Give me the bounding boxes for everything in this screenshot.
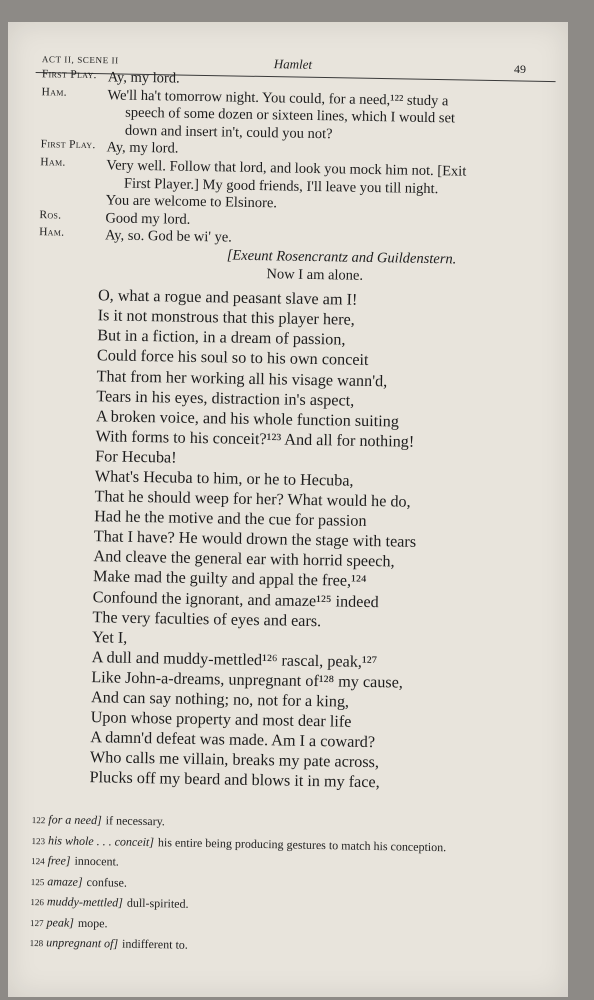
page-number: 49 [514,62,526,76]
verse-text: That he should weep for her? What would he do, [94,487,411,511]
speech-text: Ay, my lord. [106,139,179,157]
verse-text: Could force his soul so to his own conceit [96,346,369,370]
verse-text: A dull and muddy-mettled¹²⁶ rascal, peak,¹²⁷ [91,647,378,671]
play-title: Hamlet [273,56,313,72]
verse-text: A damn'd defeat was made. Am I a coward? [90,728,376,752]
speech-text: Good my lord. [105,210,191,228]
speaker-name: Ros. [39,208,62,222]
verse-text: And can say nothing; no, not for a king, [90,688,350,711]
footnote-gloss: dull-spirited. [126,895,189,911]
speech-text: Ay, so. God be wi' ye. [104,227,233,246]
footnote-term: for a need] [48,812,102,828]
stage-direction: [Exeunt Rosencrantz and Guildenstern. [226,247,457,268]
verse-text: That I have? He would drown the stage with tears [93,527,417,552]
speech-text: down and insert in't, could you not? [124,122,333,143]
footnote-num: 124 [31,855,45,867]
act-scene-label: ACT II, SCENE II [41,54,119,66]
verse-text: A broken voice, and his whole function suiting [95,406,400,431]
footnote-gloss: if necessary. [105,813,166,829]
verse-text: Make mad the guilty and appal the free,¹²⁴ [92,567,367,591]
speech-text: We'll ha't tomorrow night. You could, for a need,¹²² study a [107,86,449,109]
footnote-num: 122 [31,814,46,826]
speaker-name: Ham. [41,85,67,99]
page-corner [520,0,594,22]
verse-text: Like John-a-dreams, unpregnant of¹²⁸ my cause, [91,668,404,692]
verse-text: Plucks off my beard and blows it in my face, [89,768,380,792]
verse-text: The very faculties of eyes and ears. [92,607,322,630]
verse-text: With forms to his conceit?¹²³ And all for nothing! [95,426,415,451]
soliloquy-verse [17,285,566,797]
footnote-gloss: mope. [77,915,108,930]
verse-text: Had he the motive and the cue for passion [94,507,367,531]
footnote-gloss: innocent. [74,853,119,869]
speech-text: speech of some dozen or sixteen lines, which I would set [125,104,456,127]
play-text [17,68,568,797]
verse-text: O, what a rogue and peasant slave am I! [97,286,358,309]
footnote-num: 127 [29,917,44,928]
footnotes [29,812,568,965]
verse-text: For Hecuba! [95,447,177,467]
verse-text: Tears in his eyes, distraction in's aspect, [96,386,355,410]
footnote-num: 125 [30,876,45,887]
verse-text: Is it not monstrous that this player here, [97,306,355,329]
footnote-gloss: his entire being producing gestures to match his conception. [157,834,447,854]
footnote-term: unpregnant of] [46,935,119,951]
verse-text: Confound the ignorant, and amaze¹²⁵ indeed [92,587,379,611]
verse-text: That from her working all his visage wann'd, [96,366,388,390]
speech-text: Now I am alone. [266,265,364,284]
footnote-term: free] [47,853,71,868]
speaker-name: First Play. [40,138,96,152]
verse-text: But in a fiction, in a dream of passion, [97,326,346,349]
footnote-gloss: indifferent to. [121,936,188,952]
footnote-num: 123 [31,835,46,846]
footnote-term: amaze] [47,873,83,889]
speaker-name: Ham. [39,226,65,239]
footnote-num: 126 [30,896,45,908]
speech-text: First Player.] My good friends, I'll leave you till night. [123,175,439,197]
speaker-name: Ham. [40,156,66,169]
speech-text: Very well. Follow that lord, and look you mock him not. [Exit [106,157,467,180]
dialogue-block [26,68,568,289]
verse-text: What's Hecuba to him, or he to Hecuba, [94,467,354,490]
speaker-name: First Play. [41,68,97,82]
footnote-num: 128 [29,937,44,949]
verse-text: And cleave the general ear with horrid speech, [93,547,395,571]
verse-text: Upon whose property and most dear life [90,708,352,731]
verse-text: Yet I, [91,627,128,647]
verse-text: Who calls me villain, breaks my pate across, [89,748,380,772]
book-page [8,22,568,997]
speech-text: You are welcome to Elsinore. [105,192,278,212]
footnote-term: his whole . . . conceit] [47,832,155,849]
footnote-term: muddy-mettled] [46,894,124,910]
footnote-gloss: confuse. [86,874,128,890]
footnote-term: peak] [46,914,75,930]
speech-text: Ay, my lord. [107,69,180,87]
